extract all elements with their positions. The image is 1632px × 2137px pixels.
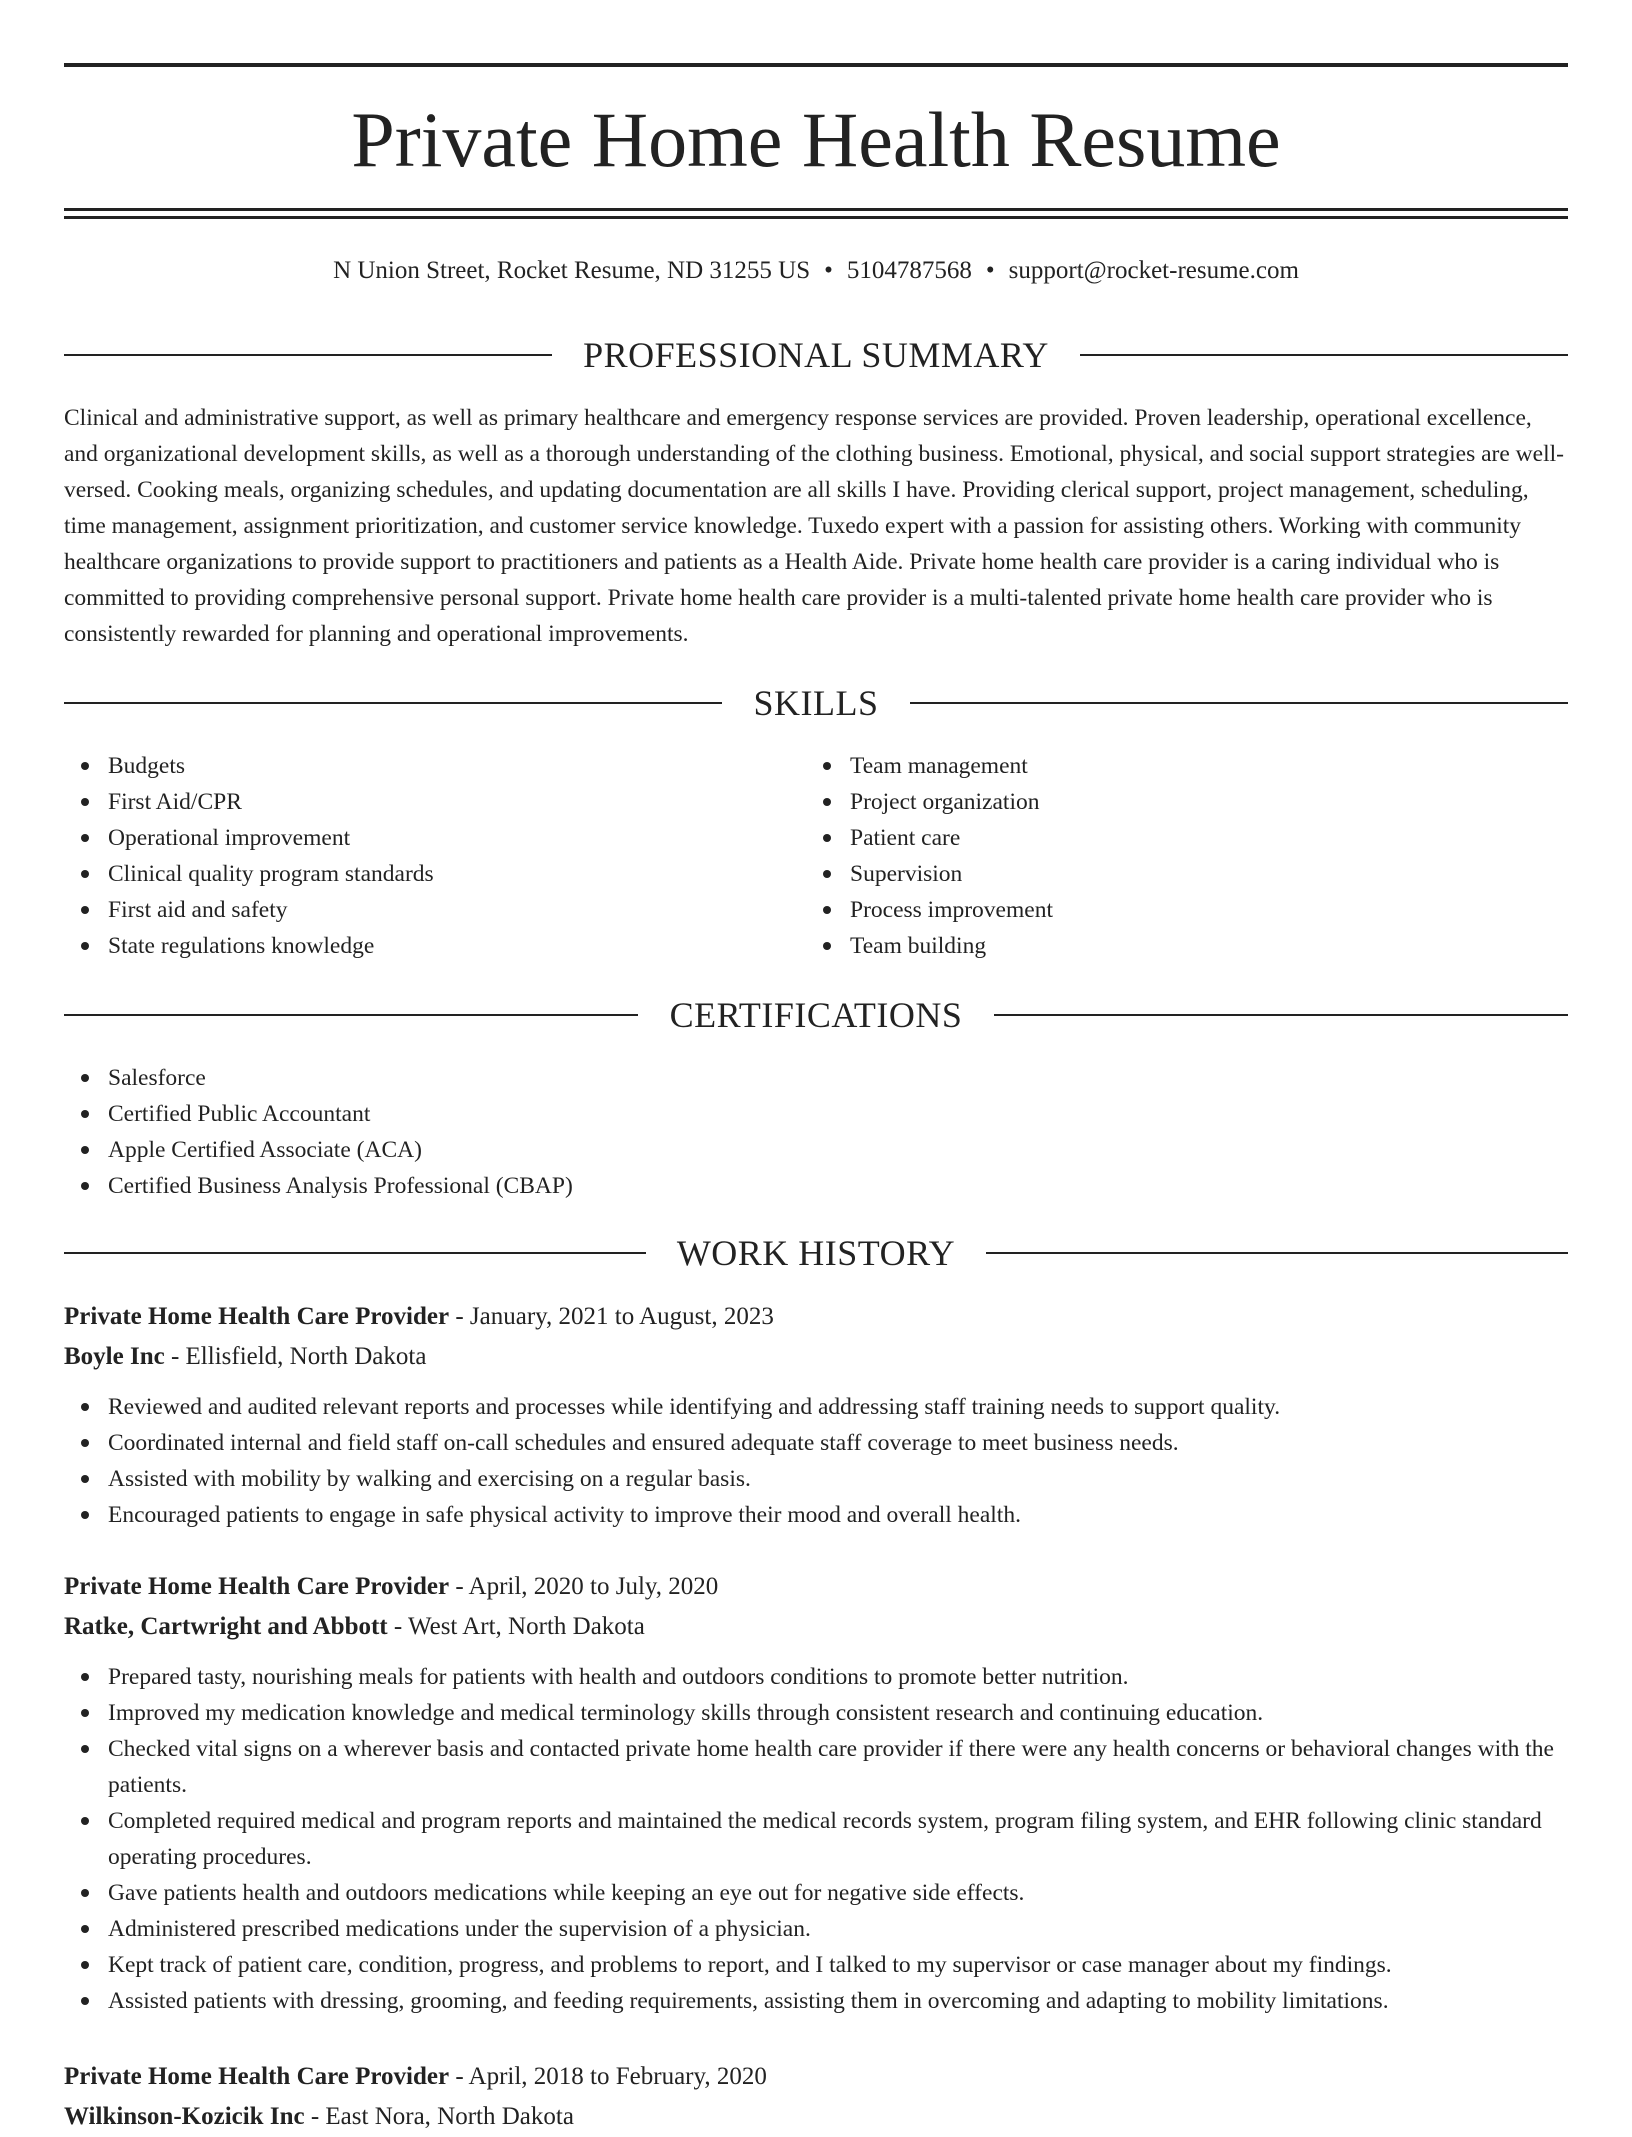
job-location: - West Art, North Dakota [387,1613,645,1640]
bullet-icon [81,1997,89,2005]
job-duty [64,1911,1568,1947]
section-heading-summary [64,335,1568,375]
bullet-icon [81,1817,89,1825]
contact-line [64,255,1568,287]
skill-item [806,928,1053,964]
skill-item [64,748,434,784]
bullet-icon [81,1403,89,1411]
bullet-icon [823,834,831,842]
section-heading-label: SKILLS [753,683,879,723]
skill-item [806,748,1053,784]
bullet-icon [823,870,831,878]
heading-rule-right [994,1014,1568,1016]
heading-rule-right [1080,354,1568,356]
certification-label: Certified Public Accountant [108,1101,371,1127]
job-duty-text: Prepared tasty, nourishing meals for patients with health and outdoors conditions to promote better nutrition. [108,1664,1129,1690]
bullet-icon [81,834,89,842]
job-company: Wilkinson-Kozicik Inc [64,2103,305,2130]
skill-label: Clinical quality program standards [108,861,434,887]
bullet-icon [81,1110,89,1118]
skill-label: Project organization [850,789,1040,815]
bullet-icon [81,942,89,950]
top-rule [64,63,1568,67]
job-dates: - April, 2020 to July, 2020 [449,1573,719,1600]
job-location: - East Nora, North Dakota [304,2103,574,2130]
skills-list-left [64,748,434,964]
bullet-icon [81,798,89,806]
job-company: Ratke, Cartwright and Abbott [64,1613,388,1640]
title-underline-1 [64,208,1568,211]
bullet-icon [81,870,89,878]
certification-item [64,1060,573,1096]
skill-item [806,784,1053,820]
skill-item [64,892,434,928]
job-duty-text: Completed required medical and program reports and maintained the medical records system, program filing system, and EHR following clinic standard operating procedures. [108,1808,1542,1870]
job-duty [64,1731,1568,1803]
job-title: Private Home Health Care Provider [64,2063,450,2090]
job-duty [64,1803,1568,1875]
bullet-icon [823,906,831,914]
certification-item [64,1132,573,1168]
bullet-icon [81,1709,89,1717]
skill-item [806,856,1053,892]
skill-item [64,820,434,856]
certification-label: Certified Business Analysis Professional (CBAP) [108,1173,573,1199]
job-entry [64,1567,1568,2019]
job-duty-text: Assisted with mobility by walking and exercising on a regular basis. [108,1466,751,1492]
section-heading-label: PROFESSIONAL SUMMARY [583,335,1049,375]
job-company: Boyle Inc [64,1343,165,1370]
job-duty [64,1461,1568,1497]
section-heading-label: WORK HISTORY [676,1233,956,1273]
job-duty-text: Gave patients health and outdoors medications while keeping an eye out for negative side effects. [108,1880,1025,1906]
bullet-icon [81,1511,89,1519]
contact-email: support@rocket-resume.com [1008,257,1299,284]
bullet-icon [81,1673,89,1681]
bullet-icon [81,1961,89,1969]
heading-rule-right [986,1252,1568,1254]
job-duties-list [64,1659,1568,2019]
skill-item [64,928,434,964]
job-duty [64,1695,1568,1731]
job-title: Private Home Health Care Provider [64,1573,450,1600]
certification-label: Apple Certified Associate (ACA) [108,1137,422,1163]
bullet-icon [81,1925,89,1933]
contact-separator: • [985,257,995,284]
section-heading-work-history [64,1233,1568,1273]
contact-phone: 5104787568 [846,257,972,284]
job-entry [64,1297,1568,1533]
skill-label: Process improvement [850,897,1053,923]
job-duty-text: Encouraged patients to engage in safe physical activity to improve their mood and overall health. [108,1502,1021,1528]
job-duty [64,1659,1568,1695]
job-duty-text: Checked vital signs on a wherever basis and contacted private home health care provider if there were any health concerns or behavioral changes with the patients. [108,1736,1554,1798]
job-dates: - April, 2018 to February, 2020 [449,2063,767,2090]
job-title-line [64,1567,1568,1607]
section-heading-label: CERTIFICATIONS [669,995,963,1035]
skill-label: First Aid/CPR [108,789,242,815]
bullet-icon [81,1439,89,1447]
skill-item [806,892,1053,928]
bullet-icon [81,1889,89,1897]
job-duty [64,1875,1568,1911]
job-location: - Ellisfield, North Dakota [164,1343,427,1370]
skill-label: Team management [850,753,1028,779]
job-duty [64,1425,1568,1461]
job-company-line [64,1337,1568,1377]
skill-item [806,820,1053,856]
bullet-icon [81,762,89,770]
bullet-icon [81,1745,89,1753]
certification-item [64,1168,573,1204]
job-duty [64,1497,1568,1533]
job-title: Private Home Health Care Provider [64,1303,450,1330]
job-title-line [64,2057,1568,2097]
skill-item [64,856,434,892]
bullet-icon [81,1475,89,1483]
summary-text: Clinical and administrative support, as well as primary healthcare and emergency response services are provided. Proven leadership, operational excellence, and organizational development skills, as well as a thorough understanding of the clothing business. Emotional, physical, and social support strategies are well-versed. Cooking meals, organizing schedules, and updating documentation are all skills I have. Providing clerical support, project management, scheduling, time management, assignment prioritization, and customer service knowledge. Tuxedo expert with a passion for assisting others. Working with community healthcare organizations to provide support to practitioners and patients as a Health Aide. Private home health care provider is a caring individual who is committed to providing comprehensive personal support. Private home health care provider is a multi-talented private home health care provider who is consistently rewarded for planning and operational improvements. [64,405,1564,647]
bullet-icon [81,906,89,914]
skill-label: Patient care [850,825,961,851]
bullet-icon [81,1146,89,1154]
job-duties-list [64,1389,1568,1533]
section-heading-certifications [64,995,1568,1035]
certifications-list [64,1060,573,1204]
certification-item [64,1096,573,1132]
skill-label: First aid and safety [108,897,288,923]
skill-label: Supervision [850,861,963,887]
section-heading-skills [64,683,1568,723]
bullet-icon [823,942,831,950]
bullet-icon [81,1074,89,1082]
job-title-line [64,1297,1568,1337]
job-company-line [64,1607,1568,1647]
skill-label: Team building [850,933,987,959]
job-duty [64,1389,1568,1425]
job-duty-text: Assisted patients with dressing, grooming, and feeding requirements, assisting them in overcoming and adapting to mobility limitations. [108,1988,1389,2014]
job-duty-text: Coordinated internal and field staff on-call schedules and ensured adequate staff coverage to meet business needs. [108,1430,1179,1456]
skills-list-right [806,748,1053,964]
skill-item [64,784,434,820]
contact-separator: • [824,257,833,284]
job-duty-text: Reviewed and audited relevant reports and processes while identifying and addressing staff training needs to support quality. [108,1394,1281,1420]
job-duty-text: Kept track of patient care, condition, progress, and problems to report, and I talked to my supervisor or case manager about my findings. [108,1952,1392,1978]
job-duty [64,1947,1568,1983]
skill-label: State regulations knowledge [108,933,375,959]
heading-rule-right [910,702,1568,704]
certification-label: Salesforce [108,1065,206,1091]
contact-address: N Union Street, Rocket Resume, ND 31255 US [333,257,811,284]
job-dates: - January, 2021 to August, 2023 [449,1303,774,1330]
job-company-line [64,2097,1568,2137]
skill-label: Operational improvement [108,825,351,851]
bullet-icon [823,798,831,806]
bullet-icon [81,1182,89,1190]
resume-title: Private Home Health Resume [351,96,1281,183]
title-underline-2 [64,216,1568,219]
bullet-icon [823,762,831,770]
job-entry [64,2057,1568,2137]
job-duty-text: Improved my medication knowledge and medical terminology skills through consistent research and continuing education. [108,1700,1264,1726]
skill-label: Budgets [108,753,186,779]
job-duty [64,1983,1568,2019]
job-duty-text: Administered prescribed medications under the supervision of a physician. [108,1916,811,1942]
